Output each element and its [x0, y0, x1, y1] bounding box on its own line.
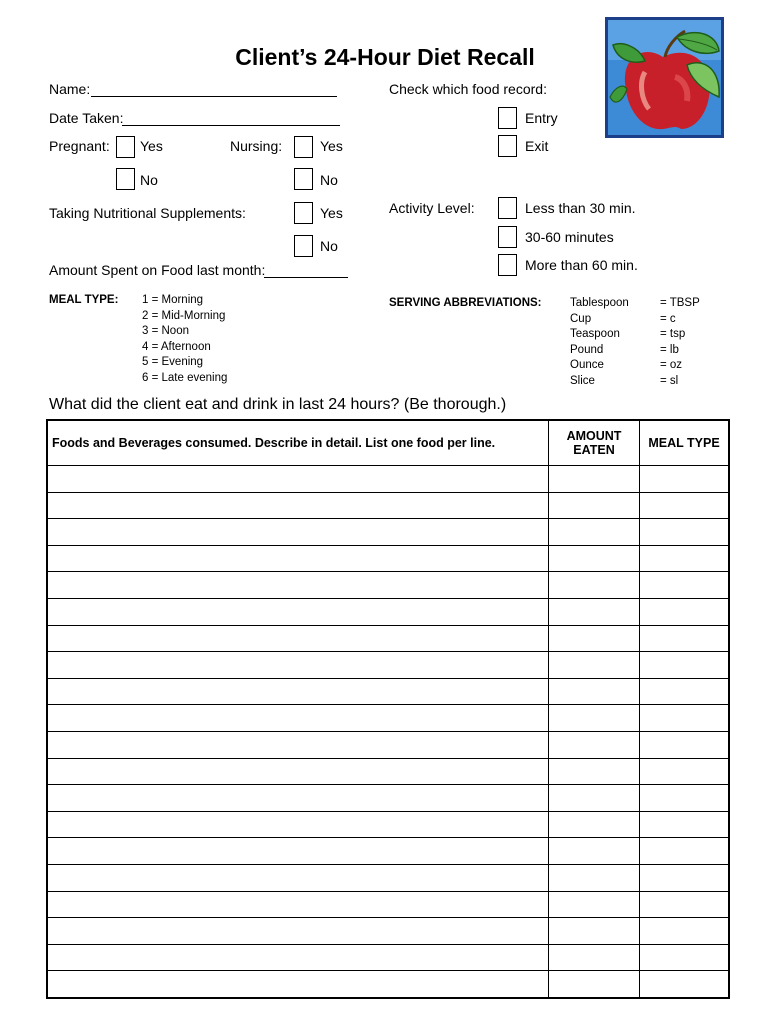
- amount-column-header: [549, 420, 640, 466]
- table-row: [47, 971, 729, 998]
- food-cell[interactable]: [47, 918, 549, 945]
- meal-type-cell[interactable]: [640, 678, 730, 705]
- activity-level-label: Activity Level:: [389, 200, 475, 216]
- pregnant-no-checkbox[interactable]: [116, 168, 135, 190]
- table-row: [47, 944, 729, 971]
- meal-type-cell[interactable]: [640, 918, 730, 945]
- meal-type-column-header: MEAL TYPE: [640, 420, 730, 466]
- food-cell[interactable]: [47, 492, 549, 519]
- meal-type-cell[interactable]: [640, 971, 730, 998]
- food-record-label: Check which food record:: [389, 81, 547, 97]
- supplements-label: Taking Nutritional Supplements:: [49, 205, 246, 221]
- meal-type-cell[interactable]: [640, 598, 730, 625]
- apple-icon: [605, 17, 724, 138]
- entry-checkbox[interactable]: [498, 107, 517, 129]
- name-field[interactable]: [91, 96, 337, 97]
- table-row: [47, 758, 729, 785]
- date-taken-label: Date Taken:: [49, 110, 124, 126]
- amount-cell[interactable]: [549, 492, 640, 519]
- name-label: Name:: [49, 81, 91, 97]
- exit-label: Exit: [525, 138, 549, 154]
- table-row: [47, 519, 729, 546]
- meal-type-cell[interactable]: [640, 572, 730, 599]
- meal-type-cell[interactable]: [640, 545, 730, 572]
- amount-spent-label: Amount Spent on Food last month:: [49, 262, 266, 278]
- table-row: [47, 625, 729, 652]
- amount-cell[interactable]: [549, 971, 640, 998]
- food-cell[interactable]: [47, 678, 549, 705]
- food-cell[interactable]: [47, 625, 549, 652]
- meal-type-item: 2 = Mid-Morning: [142, 309, 226, 322]
- meal-type-legend-label: MEAL TYPE:: [49, 294, 119, 306]
- serving-abbr: = c: [660, 312, 676, 325]
- table-row: [47, 811, 729, 838]
- table-row: [47, 838, 729, 865]
- meal-type-item: 3 = Noon: [142, 325, 189, 337]
- serving-name: Teaspoon: [570, 328, 620, 340]
- table-row: [47, 466, 729, 493]
- amount-cell[interactable]: [549, 944, 640, 971]
- amount-cell[interactable]: [549, 811, 640, 838]
- amount-cell[interactable]: [549, 678, 640, 705]
- amount-cell[interactable]: [549, 652, 640, 679]
- eaten-header-line: EATEN: [573, 443, 615, 457]
- amount-cell[interactable]: [549, 705, 640, 732]
- amount-cell[interactable]: [549, 785, 640, 812]
- activity-option-label: 30-60 minutes: [525, 229, 614, 245]
- supplements-yes-label: Yes: [320, 205, 343, 221]
- nursing-no-checkbox[interactable]: [294, 168, 313, 190]
- meal-type-cell[interactable]: [640, 891, 730, 918]
- meal-type-cell[interactable]: [640, 811, 730, 838]
- food-cell[interactable]: [47, 838, 549, 865]
- food-cell[interactable]: [47, 785, 549, 812]
- food-cell[interactable]: [47, 705, 549, 732]
- table-row: [47, 652, 729, 679]
- supplements-yes-checkbox[interactable]: [294, 202, 313, 224]
- amount-header-line: AMOUNT: [566, 429, 622, 443]
- amount-cell[interactable]: [549, 572, 640, 599]
- activity-option-label: Less than 30 min.: [525, 200, 636, 216]
- serving-abbr: = lb: [660, 343, 679, 356]
- food-cell[interactable]: [47, 545, 549, 572]
- table-row: [47, 678, 729, 705]
- table-row: [47, 705, 729, 732]
- meal-type-item: 1 = Morning: [142, 294, 204, 306]
- food-cell[interactable]: [47, 864, 549, 891]
- table-row: [47, 598, 729, 625]
- meal-type-cell[interactable]: [640, 492, 730, 519]
- meal-type-cell[interactable]: [640, 519, 730, 546]
- exit-checkbox[interactable]: [498, 135, 517, 157]
- serving-abbr: = tsp: [660, 328, 686, 340]
- food-cell[interactable]: [47, 466, 549, 493]
- date-taken-field[interactable]: [122, 125, 340, 126]
- activity-option-checkbox[interactable]: [498, 197, 517, 219]
- amount-cell[interactable]: [549, 758, 640, 785]
- serving-name: Cup: [570, 312, 592, 325]
- serving-name: Pound: [570, 343, 604, 356]
- table-row: [47, 492, 729, 519]
- page-title: Client’s 24-Hour Diet Recall: [235, 44, 535, 70]
- amount-cell[interactable]: [549, 918, 640, 945]
- serving-name: Ounce: [570, 359, 604, 371]
- amount-cell[interactable]: [549, 466, 640, 493]
- food-cell[interactable]: [47, 652, 549, 679]
- amount-cell[interactable]: [549, 838, 640, 865]
- meal-type-cell[interactable]: [640, 731, 730, 758]
- nursing-label: Nursing:: [230, 138, 283, 154]
- nursing-no-label: No: [320, 172, 338, 188]
- serving-abbreviations-label: SERVING ABBREVIATIONS:: [389, 297, 542, 309]
- meal-type-cell[interactable]: [640, 652, 730, 679]
- amount-cell[interactable]: [549, 864, 640, 891]
- amount-cell[interactable]: [549, 519, 640, 546]
- serving-abbr: = sl: [660, 374, 679, 387]
- table-row: [47, 864, 729, 891]
- activity-option-checkbox[interactable]: [498, 226, 517, 248]
- food-cell[interactable]: [47, 519, 549, 546]
- amount-cell[interactable]: [549, 625, 640, 652]
- meal-type-cell[interactable]: [640, 838, 730, 865]
- table-header-row: [47, 420, 729, 466]
- amount-cell[interactable]: [549, 545, 640, 572]
- nursing-yes-label: Yes: [320, 138, 343, 154]
- pregnant-label: Pregnant:: [49, 138, 110, 154]
- pregnant-yes-label: Yes: [140, 138, 163, 154]
- recall-table: [46, 419, 730, 999]
- serving-abbr: = oz: [660, 359, 683, 371]
- activity-option-checkbox[interactable]: [498, 254, 517, 276]
- food-cell[interactable]: [47, 971, 549, 998]
- food-cell[interactable]: [47, 758, 549, 785]
- meal-type-cell[interactable]: [640, 785, 730, 812]
- food-cell[interactable]: [47, 572, 549, 599]
- nursing-yes-checkbox[interactable]: [294, 136, 313, 158]
- meal-type-item: 5 = Evening: [142, 356, 204, 368]
- serving-name: Tablespoon: [570, 297, 629, 309]
- meal-type-cell[interactable]: [640, 705, 730, 732]
- entry-label: Entry: [525, 110, 558, 126]
- table-row: [47, 731, 729, 758]
- meal-type-cell[interactable]: [640, 625, 730, 652]
- table-row: [47, 545, 729, 572]
- amount-spent-field[interactable]: [264, 277, 348, 278]
- supplements-no-label: No: [320, 238, 338, 254]
- pregnant-yes-checkbox[interactable]: [116, 136, 135, 158]
- amount-cell[interactable]: [549, 731, 640, 758]
- table-row: [47, 785, 729, 812]
- meal-type-item: 4 = Afternoon: [142, 340, 211, 353]
- recall-question: What did the client eat and drink in last 24 hours? (Be thorough.): [49, 396, 507, 413]
- food-cell[interactable]: [47, 891, 549, 918]
- serving-abbr: = TBSP: [660, 297, 700, 309]
- pregnant-no-label: No: [140, 172, 158, 188]
- meal-type-cell[interactable]: [640, 944, 730, 971]
- table-row: [47, 918, 729, 945]
- food-cell[interactable]: [47, 731, 549, 758]
- meal-type-cell[interactable]: [640, 466, 730, 493]
- food-cell[interactable]: [47, 598, 549, 625]
- meal-type-cell[interactable]: [640, 758, 730, 785]
- table-row: [47, 572, 729, 599]
- supplements-no-checkbox[interactable]: [294, 235, 313, 257]
- food-cell[interactable]: [47, 944, 549, 971]
- activity-option-label: More than 60 min.: [525, 257, 638, 273]
- amount-cell[interactable]: [549, 891, 640, 918]
- meal-type-cell[interactable]: [640, 864, 730, 891]
- amount-cell[interactable]: [549, 598, 640, 625]
- serving-name: Slice: [570, 374, 595, 387]
- food-cell[interactable]: [47, 811, 549, 838]
- foods-column-header: Foods and Beverages consumed. Describe in detail. List one food per line.: [47, 420, 549, 466]
- meal-type-item: 6 = Late evening: [142, 371, 228, 384]
- table-row: [47, 891, 729, 918]
